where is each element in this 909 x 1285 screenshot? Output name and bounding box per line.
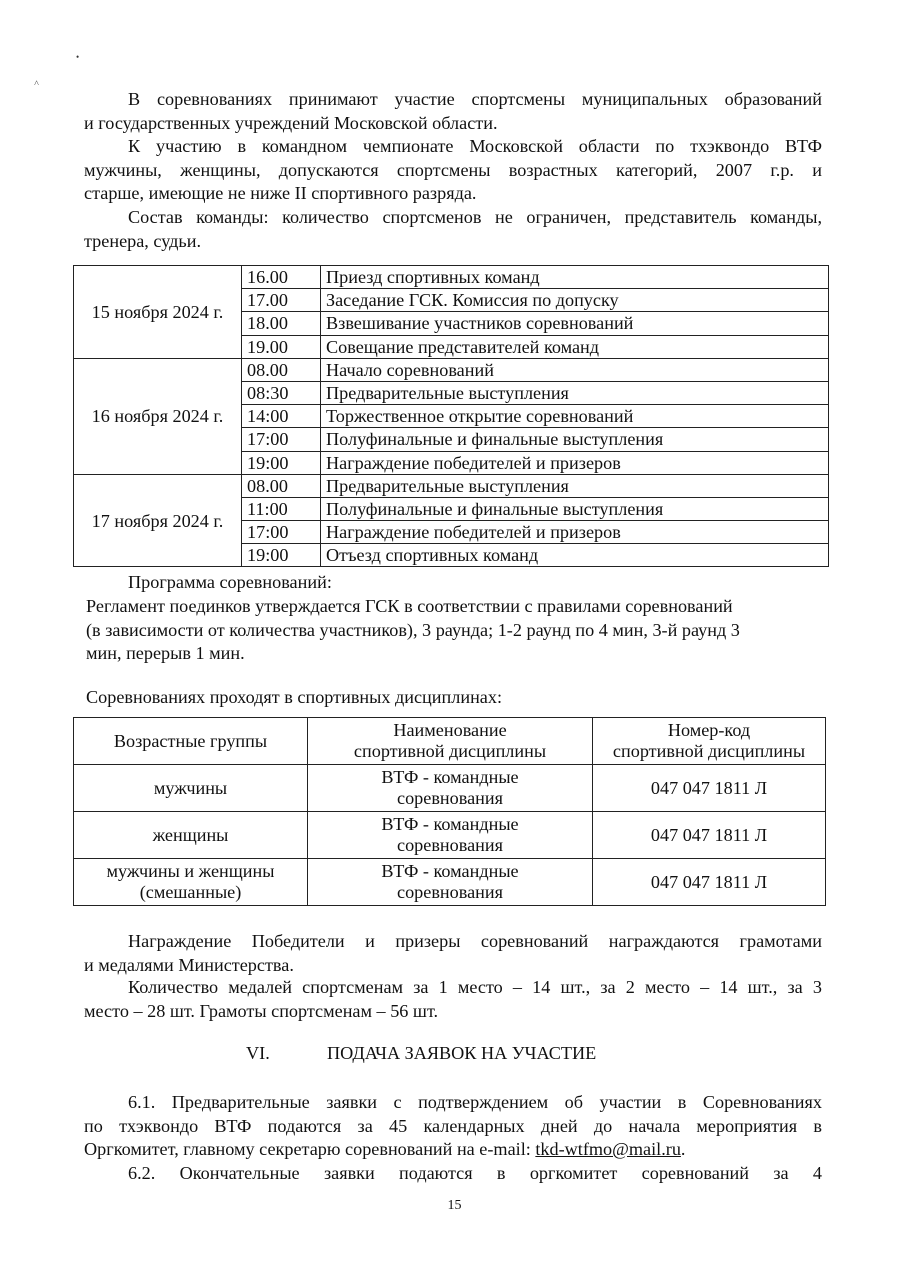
schedule-event: Совещание представителей команд [321,335,829,358]
scan-mark: ˄ [34,78,40,88]
schedule-event: Торжественное открытие соревнований [321,405,829,428]
schedule-time: 08:30 [242,381,321,404]
program-text: Регламент поединков утверждается ГСК в соответствии с правилами соревнований (в зависимости от количества участников), 3 раунда; 1-2 раунд по 4 мин, 3-й раунд 3 мин, перерыв 1 мин. [86,596,740,663]
schedule-event: Полуфинальные и финальные выступления [321,497,829,520]
program-section [84,571,822,595]
page-number: 15 [447,1198,462,1213]
table-row [74,765,826,812]
schedule-time: 19.00 [242,335,321,358]
table-row [74,859,826,906]
table-header-row [74,718,826,765]
table-row [74,474,829,497]
schedule-event: Взвешивание участников соревнований [321,312,829,335]
section-number: VI. [246,1043,270,1063]
email-link[interactable]: tkd-wtfmo@mail.ru [535,1139,681,1159]
age-group-cell: мужчины и женщины (смешанные) [74,859,308,906]
discipline-name-cell: ВТФ - командные соревнования [308,859,593,906]
schedule-time: 08.00 [242,358,321,381]
schedule-time: 17:00 [242,521,321,544]
age-group-cell: женщины [74,812,308,859]
schedule-event: Заседание ГСК. Комиссия по допуску [321,289,829,312]
discipline-name-cell: ВТФ - командные соревнования [308,765,593,812]
schedule-table [73,265,829,567]
schedule-time: 18.00 [242,312,321,335]
discipline-name-cell: ВТФ - командные соревнования [308,812,593,859]
program-title: Программа соревнований: [128,572,332,592]
intro-paragraph-1: В соревнованиях принимают участие спортсмены муниципальных образований и государственных учреждений Московской области. [84,89,822,133]
awards-paragraph-1: Награждение Победители и призеры соревнований награждаются грамотами и медалями Министерства. [84,931,822,975]
column-header-discipline-code: Номер-код спортивной дисциплины [593,718,826,765]
column-header-age-group: Возрастные группы [74,718,308,765]
schedule-time: 17:00 [242,428,321,451]
discipline-code-cell: 047 047 1811 Л [593,859,826,906]
schedule-time: 19:00 [242,544,321,567]
schedule-event: Отъезд спортивных команд [321,544,829,567]
scan-mark: • [76,52,80,62]
schedule-event: Начало соревнований [321,358,829,381]
age-group-cell: мужчины [74,765,308,812]
schedule-time: 19:00 [242,451,321,474]
table-row [74,266,829,289]
schedule-date: 16 ноября 2024 г. [74,358,242,474]
schedule-time: 11:00 [242,497,321,520]
schedule-event: Полуфинальные и финальные выступления [321,428,829,451]
discipline-code-cell: 047 047 1811 Л [593,812,826,859]
schedule-event: Предварительные выступления [321,474,829,497]
table-row [74,358,829,381]
schedule-event: Приезд спортивных команд [321,266,829,289]
disciplines-table [73,717,826,906]
schedule-time: 16.00 [242,266,321,289]
schedule-date: 17 ноября 2024 г. [74,474,242,567]
awards-paragraph-2: Количество медалей спортсменам за 1 место – 14 шт., за 2 место – 14 шт., за 3 место – 28 шт. Грамоты спортсменам – 56 шт. [84,977,822,1021]
schedule-time: 08.00 [242,474,321,497]
schedule-date: 15 ноября 2024 г. [74,266,242,359]
discipline-code-cell: 047 047 1811 Л [593,765,826,812]
table-row [74,812,826,859]
applications-paragraph-6-2: 6.2. Окончательные заявки подаются в оргкомитет соревнований за 4 [128,1163,822,1183]
section-title: ПОДАЧА ЗАЯВОК НА УЧАСТИЕ [327,1043,597,1063]
schedule-event: Предварительные выступления [321,381,829,404]
schedule-time: 14:00 [242,405,321,428]
intro-paragraph-2: К участию в командном чемпионате Московской области по тхэквондо ВТФ мужчины, женщины, допускаются спортсмены возрастных категорий, 2007 г.р. и старше, имеющие не ниже II спортивного разряда. [84,136,822,203]
schedule-time: 17.00 [242,289,321,312]
column-header-discipline-name: Наименование спортивной дисциплины [308,718,593,765]
schedule-event: Награждение победителей и призеров [321,521,829,544]
intro-paragraph-3: Состав команды: количество спортсменов не ограничен, представитель команды, тренера, судьи. [84,207,822,251]
applications-paragraph-6-1: 6.1. Предварительные заявки с подтверждением об участии в Соревнованиях по тхэквондо ВТФ подаются за 45 календарных дней до начала мероприятия в Оргкомитет, главному секретарю соревнований на e-mail: tkd-wtfmo@mail.ru. [84,1092,822,1159]
schedule-event: Награждение победителей и призеров [321,451,829,474]
disciplines-intro: Соревнованиях проходят в спортивных дисциплинах: [86,687,503,707]
